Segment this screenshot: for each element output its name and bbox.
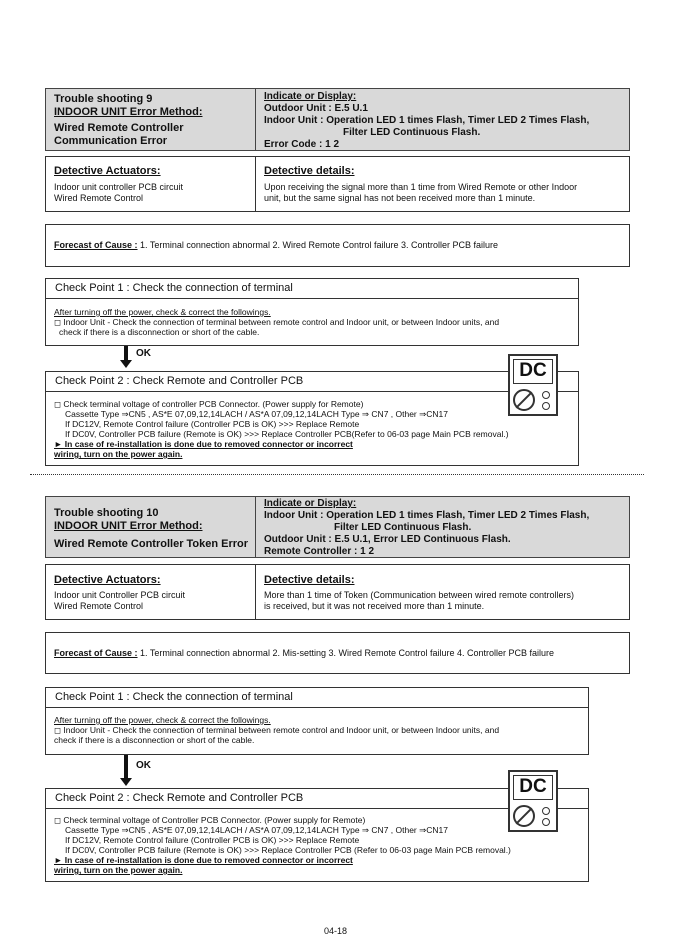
ts9-check-point-1 — [45, 278, 579, 346]
ts9-cp1-intro: After turning off the power, check & correct the followings. — [54, 307, 271, 317]
ts9-cp2-line2: Cassette Type ⇒CN5 , AS*E 07,09,12,14LACH / AS*A 07,09,12,14LACH Type ⇒ CN7 , Other ⇒CN17 — [65, 409, 448, 419]
ts10-ok-arrow — [124, 755, 128, 779]
ts9-details-heading: Detective details: — [264, 165, 355, 177]
ts9-meter-label: DC — [513, 359, 553, 384]
ts10-check-point-1 — [45, 687, 589, 755]
ts9-ok-arrow — [124, 346, 128, 361]
ts10-cp2-line4: If DC0V, Controller PCB failure (Remote is OK) >>> Replace Controller PCB (Refer to 06-03 page Main PCB removal.) — [65, 845, 511, 855]
ts10-cp2-note1: ► In case of re-installation is done due to removed connector or incorrect — [54, 855, 353, 865]
ts10-method: INDOOR UNIT Error Method: — [54, 520, 203, 532]
ts9-error-name-1: Wired Remote Controller — [54, 122, 184, 134]
ts10-indicate-heading: Indicate or Display: — [264, 498, 357, 509]
ts10-indoor-display-1: Indoor Unit : Operation LED 1 times Flash, Timer LED 2 Times Flash, — [264, 510, 590, 521]
ts10-cp2-title: Check Point 2 : Check Remote and Controller PCB — [55, 792, 304, 804]
ts10-forecast-causes: 1. Terminal connection abnormal 2. Mis-setting 3. Wired Remote Control failure 4. Controller PCB failure — [137, 648, 555, 658]
ts10-cp2-line1: ◻ Check terminal voltage of Controller PCB Connector. (Power supply for Remote) — [54, 815, 366, 825]
ts10-outdoor-display: Outdoor Unit : E.5 U.1, Error LED Continuous Flash. — [264, 534, 511, 545]
ts9-actuators-details — [45, 156, 630, 212]
ts10-cp1-line2: check if there is a disconnection or short of the cable. — [54, 735, 255, 745]
ts9-indoor-display-1: Indoor Unit : Operation LED 1 times Flash, Timer LED 2 Times Flash, — [264, 115, 590, 126]
ts10-title: Trouble shooting 10 — [54, 507, 159, 519]
ts9-title: Trouble shooting 9 — [54, 93, 153, 105]
ts9-cp1-line1: ◻ Indoor Unit - Check the connection of terminal between remote control and Indoor unit, or between Indoor units, and — [54, 317, 500, 327]
ts10-actuators-heading: Detective Actuators: — [54, 574, 161, 586]
ts9-indoor-display-2: Filter LED Continuous Flash. — [343, 127, 481, 138]
ts9-details-2: unit, but the same signal has not been received more than 1 minute. — [264, 192, 536, 203]
ts10-actuator-1: Indoor unit Controller PCB circuit — [54, 590, 186, 600]
ts10-dc-meter-icon — [508, 770, 558, 832]
ts9-check-point-2 — [45, 371, 579, 466]
ts9-cp1-title: Check Point 1 : Check the connection of terminal — [55, 282, 293, 294]
ts10-error-name: Wired Remote Controller Token Error — [54, 538, 249, 550]
ts10-forecast — [45, 632, 630, 674]
ts10-cp2-note2: wiring, turn on the power again. — [54, 865, 183, 875]
ts10-actuators-details — [45, 564, 630, 620]
ts9-dc-meter-icon — [508, 354, 558, 416]
ts9-cp2-line4: If DC0V, Controller PCB failure (Remote is OK) >>> Replace Controller PCB(Refer to 06-03 page Main PCB removal.) — [65, 429, 509, 439]
ts10-actuator-2: Wired Remote Control — [54, 600, 144, 611]
ts10-details-2: is received, but it was not received more than 1 minute. — [264, 600, 485, 611]
ts10-meter-label: DC — [513, 775, 553, 800]
ts9-cp2-line3: If DC12V, Remote Control failure (Controller PCB is OK) >>> Replace Remote — [65, 419, 360, 429]
ts10-remote-display: Remote Controller : 1 2 — [264, 546, 375, 557]
ts10-cp1-title: Check Point 1 : Check the connection of terminal — [55, 691, 293, 703]
ts9-ok-arrowhead — [120, 360, 132, 368]
ts9-method: INDOOR UNIT Error Method: — [54, 106, 203, 118]
ts9-forecast — [45, 224, 630, 267]
ts9-cp1-line2: check if there is a disconnection or short of the cable. — [59, 327, 260, 337]
ts10-ok-label: OK — [136, 760, 151, 771]
ts9-cp2-note2: wiring, turn on the power again. — [54, 449, 183, 459]
ts10-ok-arrowhead — [120, 778, 132, 786]
ts9-cp2-note1: ► In case of re-installation is done due to removed connector or incorrect — [54, 439, 353, 449]
ts10-cp2-line2: Cassette Type ⇒CN5 , AS*E 07,09,12,14LACH / AS*A 07,09,12,14LACH Type ⇒ CN7 , Other ⇒CN17 — [65, 825, 448, 835]
ts9-forecast-causes: 1. Terminal connection abnormal 2. Wired Remote Control failure 3. Controller PCB failure — [137, 240, 499, 250]
ts10-forecast-label: Forecast of Cause : — [54, 648, 138, 658]
ts10-indoor-display-2: Filter LED Continuous Flash. — [334, 522, 472, 533]
page-number: 04-18 — [324, 926, 348, 936]
ts10-cp1-line1: ◻ Indoor Unit - Check the connection of terminal between remote control and Indoor unit, or between Indoor units, and — [54, 725, 500, 735]
ts9-indicate-heading: Indicate or Display: — [264, 91, 357, 102]
ts9-cp2-line1: ◻ Check terminal voltage of controller PCB Connector. (Power supply for Remote) — [54, 399, 364, 409]
ts10-details-heading: Detective details: — [264, 574, 355, 586]
ts9-forecast-label: Forecast of Cause : — [54, 240, 138, 250]
ts9-actuator-1: Indoor unit controller PCB circuit — [54, 182, 184, 192]
ts9-actuator-2: Wired Remote Control — [54, 192, 144, 203]
ts9-outdoor-display: Outdoor Unit : E.5 U.1 — [264, 103, 368, 114]
ts9-error-name-2: Communication Error — [54, 135, 168, 147]
ts10-header — [45, 496, 630, 558]
ts9-header — [45, 88, 630, 151]
ts10-cp1-intro: After turning off the power, check & correct the followings. — [54, 715, 271, 725]
ts10-details-1: More than 1 time of Token (Communication between wired remote controllers) — [264, 590, 574, 600]
section-divider — [30, 474, 644, 475]
ts9-actuators-heading: Detective Actuators: — [54, 165, 161, 177]
ts9-details-1: Upon receiving the signal more than 1 time from Wired Remote or other Indoor — [264, 182, 578, 192]
ts10-cp2-line3: If DC12V, Remote Control failure (Controller PCB is OK) >>> Replace Remote — [65, 835, 360, 845]
ts9-ok-label: OK — [136, 348, 151, 359]
ts9-error-code: Error Code : 1 2 — [264, 139, 340, 150]
ts9-cp2-title: Check Point 2 : Check Remote and Controller PCB — [55, 375, 304, 387]
